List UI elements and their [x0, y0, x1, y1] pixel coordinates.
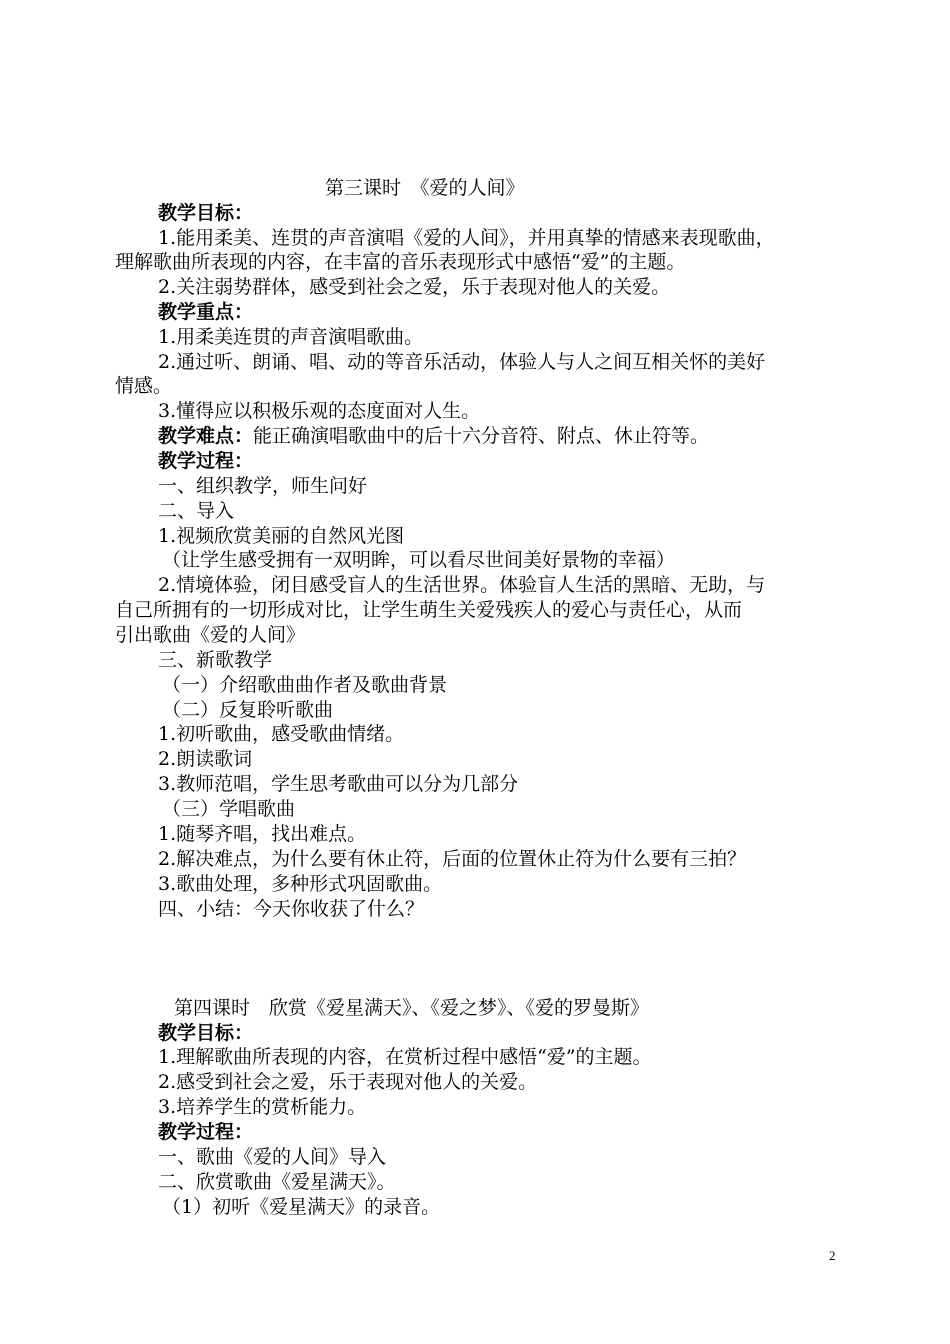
section3-key-heading: 教学重点： [158, 301, 254, 323]
section3-process-step: 2.朗读歌词 [158, 748, 253, 770]
section4-goals-heading: 教学目标： [158, 1022, 254, 1044]
section3-difficulty-text: 能正确演唱歌曲中的后十六分音符、附点、休止符等。 [253, 425, 710, 447]
section4-process-step: 一、歌曲《爱的人间》导入 [158, 1146, 387, 1168]
section3-process-step-line2: 自己所拥有的一切形成对比，让学生萌生关爱残疾人的爱心与责任心，从而 [115, 599, 743, 621]
section3-process-step: （一）介绍歌曲曲作者及歌曲背景 [162, 674, 448, 696]
section3-process-heading: 教学过程： [158, 450, 254, 472]
section3-title: 第三课时 《爱的人间》 [325, 177, 525, 199]
section3-process-step: 1.随琴齐唱，找出难点。 [158, 823, 367, 845]
section4-goal2: 2.感受到社会之爱，乐于表现对他人的关爱。 [158, 1071, 538, 1093]
section3-process-step: 1.初听歌曲，感受歌曲情绪。 [158, 723, 405, 745]
section3-process-step-line1: 2.情境体验，闭目感受盲人的生活世界。体验盲人生活的黑暗、无助，与 [158, 574, 766, 596]
section3-process-step: 一、组织教学，师生问好 [158, 475, 368, 497]
section4-process-step: （1）初听《爱星满天》的录音。 [162, 1196, 441, 1218]
section3-process-step: 3.教师范唱，学生思考歌曲可以分为几部分 [158, 773, 519, 795]
section4-process-step: 二、欣赏歌曲《爱星满天》。 [158, 1171, 396, 1193]
section4-goal1: 1.理解歌曲所表现的内容，在赏析过程中感悟“爱”的主题。 [158, 1046, 652, 1068]
section3-process-step: 四、小结：今天你收获了什么？ [158, 898, 425, 920]
section3-goal1-line2: 理解歌曲所表现的内容，在丰富的音乐表现形式中感悟“爱”的主题。 [115, 251, 686, 273]
section3-process-step: 3.歌曲处理，多种形式巩固歌曲。 [158, 873, 443, 895]
section3-process-step: 二、导入 [158, 500, 235, 522]
section3-process-step: 2.解决难点，为什么要有休止符，后面的位置休止符为什么要有三拍？ [158, 848, 747, 870]
section4-title: 第四课时 欣赏《爱星满天》、《爱之梦》、《爱的罗曼斯》 [174, 997, 650, 1019]
section3-process-step: （三）学唱歌曲 [162, 798, 296, 820]
section3-difficulty-heading: 教学难点： [158, 425, 254, 447]
section3-process-step: 1.视频欣赏美丽的自然风光图 [158, 525, 405, 547]
section3-key1: 1.用柔美连贯的声音演唱歌曲。 [158, 326, 424, 348]
section4-process-heading: 教学过程： [158, 1121, 254, 1143]
page-number: 2 [829, 1248, 836, 1263]
section3-process-step: （二）反复聆听歌曲 [162, 699, 334, 721]
section3-difficulty [158, 424, 709, 448]
section3-process-step: （让学生感受拥有一双明眸，可以看尽世间美好景物的幸福） [162, 549, 676, 571]
section3-process-step: 三、新歌教学 [158, 649, 273, 671]
section3-key3: 3.懂得应以积极乐观的态度面对人生。 [158, 400, 481, 422]
section3-key2-line1: 2.通过听、朗诵、唱、动的等音乐活动，体验人与人之间互相关怀的美好 [158, 351, 766, 373]
section3-process-step-line3: 引出歌曲《爱的人间》 [115, 624, 306, 646]
section3-goals-heading: 教学目标： [158, 202, 254, 224]
section3-key2-line2: 情感。 [115, 375, 173, 397]
section4-goal3: 3.培养学生的赏析能力。 [158, 1096, 367, 1118]
section3-goal1-line1: 1.能用柔美、连贯的声音演唱《爱的人间》，并用真挚的情感来表现歌曲， [158, 227, 775, 249]
section3-goal2: 2.关注弱势群体，感受到社会之爱，乐于表现对他人的关爱。 [158, 276, 671, 298]
